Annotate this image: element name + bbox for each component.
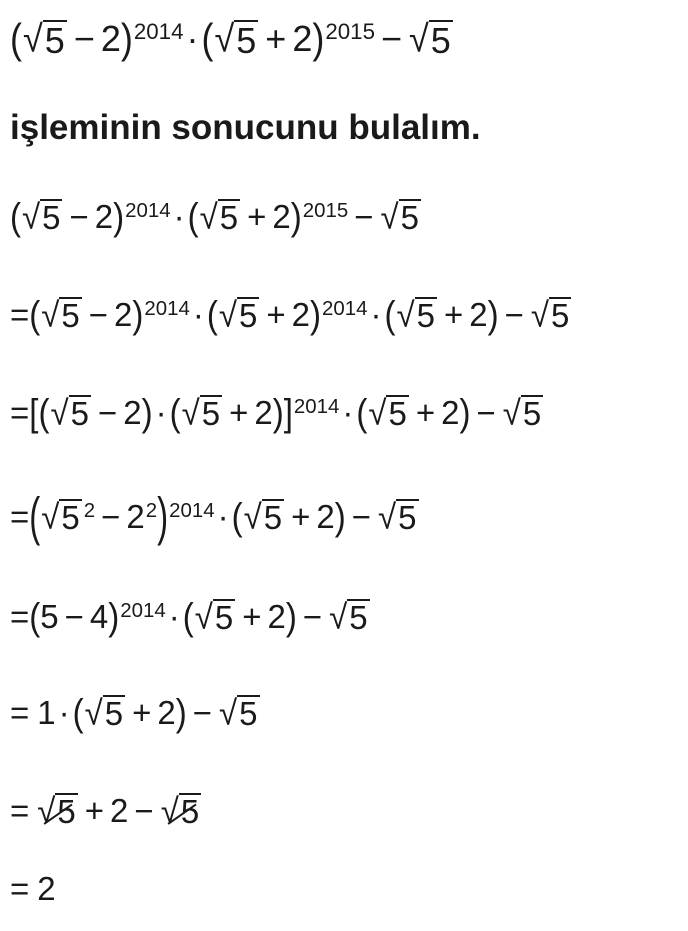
plus-sign: + [266,296,286,333]
sqrt-5: √ 5 [380,197,419,237]
lparen: ( [356,391,368,434]
rparen: ) [459,391,471,434]
rparen: ) [487,293,499,336]
sqrt-5: √ 5 [219,693,258,733]
sqrt-5: √ 5 [409,16,451,62]
minus-sign: − [88,296,109,333]
dot-op: · [173,198,185,235]
rparen: ) [141,391,153,434]
sqrt-5: √ 5 [214,16,257,62]
two: 2 [441,394,460,431]
plus-sign: + [242,598,262,635]
plus-sign: + [247,198,267,235]
dot-op: · [155,394,167,431]
equals-sign: = [10,870,30,907]
minus-sign: − [192,694,213,731]
sqrt-5: √ 5 [378,497,417,537]
lbracket: [ [29,391,39,434]
step-7 [10,792,202,830]
two: 2 [272,198,291,235]
dot-op: · [168,598,180,635]
dot-op: · [342,394,354,431]
minus-sign: − [73,18,95,59]
minus-sign: − [64,598,84,635]
rparen: ) [272,391,284,434]
equals-sign: = [10,296,30,333]
sqrt-5: √ 5 [368,393,407,433]
equals-sign: = [10,792,30,829]
minus-sign: − [97,394,118,431]
five: 5 [40,598,59,635]
rparen: ) [157,486,169,546]
problem-expression [10,14,454,63]
rparen: ) [120,14,133,63]
step-3 [10,391,544,434]
two: 2 [316,498,335,535]
dot-op: · [186,18,199,59]
lparen: ( [169,391,181,434]
sqrt-5: √ 5 [329,597,368,637]
rbracket: ] [283,391,293,434]
dot-op: · [217,498,229,535]
exponent-2014: 2014 [133,18,184,44]
sqrt-5: √ 5 [181,393,221,433]
result-value: 2 [37,870,56,907]
equals-sign: = [10,694,30,731]
plus-sign: + [265,18,287,59]
sqrt-5-cancelled: √ 5 [160,791,200,831]
sqrt-5: √ 5 [41,295,80,335]
rparen: ) [113,195,125,238]
equals-sign: = [10,394,30,431]
minus-sign: − [354,198,374,235]
lparen: ( [201,14,214,63]
lparen: ( [384,293,396,336]
lparen: ( [10,14,22,63]
step-4 [10,486,420,546]
dot-op: · [192,296,204,333]
sqrt-5: √ 5 [50,393,89,433]
exponent-2015: 2015 [325,18,375,44]
rparen: ) [290,195,302,238]
two: 2 [267,598,286,635]
two: 2 [157,694,176,731]
minus-sign: − [381,18,403,59]
plus-sign: + [443,296,464,333]
step-5 [10,595,371,638]
rparen: ) [108,595,120,638]
heading: işleminin sonucunu bulalım. [10,108,481,147]
sqrt-5: √ 5 [218,295,258,335]
step-1 [10,195,422,238]
rparen: ) [334,495,346,538]
two: 2 [100,18,121,59]
exponent-2014: 2014 [144,296,190,320]
two: 2 [114,296,133,333]
lparen: ( [29,486,41,546]
dot-op: · [370,296,382,333]
minus-sign: − [302,598,323,635]
rparen: ) [175,691,187,734]
sqrt-5: √ 5 [530,295,570,335]
four: 4 [89,598,109,635]
two: 2 [292,18,313,59]
two: 2 [123,394,142,431]
exponent-2: 2 [83,498,96,522]
two: 2 [469,296,488,333]
lparen: ( [182,595,194,638]
minus-sign: − [134,792,154,829]
rparen: ) [310,293,321,336]
sqrt-5: √ 5 [243,497,283,537]
dot-op: · [58,694,70,731]
sqrt-5: √ 5 [199,197,239,237]
one: 1 [37,694,56,731]
minus-sign: − [351,498,372,535]
lparen: ( [206,293,218,336]
step-2 [10,293,572,336]
lparen: ( [10,195,21,238]
two: 2 [291,296,310,333]
lparen: ( [38,391,50,434]
sqrt-5: √ 5 [502,393,542,433]
sqrt-5: √ 5 [84,693,124,733]
exponent-2014: 2014 [120,598,166,622]
step-6 [10,691,261,734]
minus-sign: − [69,198,89,235]
sqrt-5: √ 5 [23,16,65,62]
rparen: ) [312,14,325,63]
rparen: ) [285,595,297,638]
result [10,870,56,908]
lparen: ( [29,293,41,336]
minus-sign: − [101,498,121,535]
lparen: ( [187,195,199,238]
sqrt-5-cancelled: √ 5 [37,791,76,831]
sqrt-5: √ 5 [194,597,234,637]
two: 2 [110,792,129,829]
lparen: ( [72,691,84,734]
exponent-2014: 2014 [293,394,340,418]
two: 2 [126,498,145,535]
two: 2 [254,394,273,431]
plus-sign: + [229,394,249,431]
exponent-2: 2 [145,498,158,522]
rparen: ) [132,293,144,336]
plus-sign: + [291,498,311,535]
equals-sign: = [10,498,30,535]
minus-sign: − [476,394,496,431]
plus-sign: + [84,792,105,829]
equals-sign: = [10,598,30,635]
sqrt-5: √ 5 [41,497,80,537]
minus-sign: − [504,296,524,333]
exponent-2015: 2015 [302,198,349,222]
sqrt-5: √ 5 [396,295,435,335]
plus-sign: + [132,694,152,731]
plus-sign: + [415,394,436,431]
exponent-2014: 2014 [169,498,215,522]
sqrt-5: √ 5 [22,197,61,237]
lparen: ( [231,495,243,538]
exponent-2014: 2014 [322,296,368,320]
two: 2 [94,198,114,235]
lparen: ( [29,595,41,638]
exponent-2014: 2014 [125,198,171,222]
